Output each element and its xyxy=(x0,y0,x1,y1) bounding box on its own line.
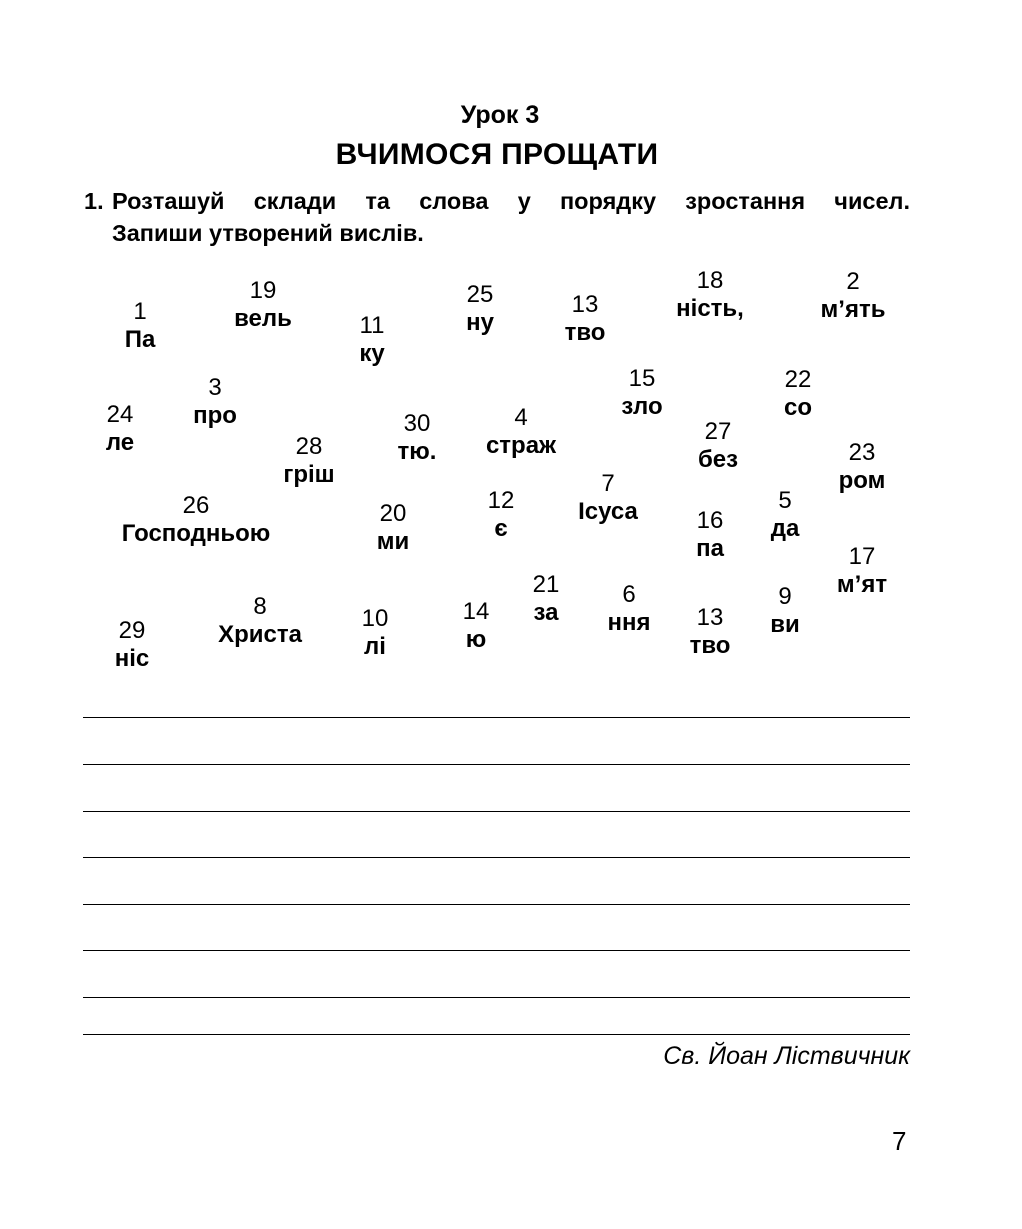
syllable-text: ю xyxy=(465,626,487,653)
syllable-card xyxy=(122,492,271,548)
syllable-number: 3 xyxy=(208,374,222,401)
writing-line xyxy=(83,1034,910,1035)
writing-line xyxy=(83,717,910,718)
syllable-card xyxy=(486,404,556,460)
syllable-text: да xyxy=(770,515,800,542)
syllable-text: м’ять xyxy=(820,296,886,323)
syllable-card xyxy=(771,487,800,543)
syllable-text: зло xyxy=(621,393,663,420)
task-line-1 xyxy=(84,185,910,217)
syllable-number: 14 xyxy=(462,598,490,625)
syllable-number: 4 xyxy=(514,404,528,431)
syllable-card xyxy=(359,312,384,368)
task-number: 1. xyxy=(84,188,104,214)
syllable-text: без xyxy=(697,446,739,473)
syllable-number: 2 xyxy=(846,268,860,295)
syllable-text: ння xyxy=(607,609,651,636)
syllable-card xyxy=(578,470,638,526)
syllable-number: 28 xyxy=(295,433,323,460)
page-title: ВЧИМОСЯ ПРОЩАТИ xyxy=(335,138,659,171)
syllable-text: гріш xyxy=(283,461,335,488)
syllable-text: па xyxy=(696,535,724,562)
syllable-number: 26 xyxy=(182,492,210,519)
writing-line xyxy=(83,857,910,858)
syllable-number: 13 xyxy=(696,604,724,631)
syllable-card xyxy=(377,500,410,556)
page-number: 7 xyxy=(892,1126,907,1156)
syllable-text: Па xyxy=(124,326,156,353)
syllable-text: м’ят xyxy=(836,571,888,598)
syllable-number: 9 xyxy=(778,583,792,610)
syllable-card xyxy=(463,598,490,654)
syllable-card xyxy=(488,487,515,543)
syllable-text: со xyxy=(783,394,813,421)
syllable-text: тво xyxy=(564,319,606,346)
syllable-number: 30 xyxy=(403,410,431,437)
syllable-card xyxy=(283,433,334,489)
syllable-text: ви xyxy=(770,611,800,638)
syllable-card xyxy=(621,365,662,421)
syllable-card xyxy=(565,291,606,347)
syllable-card xyxy=(698,418,738,474)
syllable-card xyxy=(837,543,887,599)
syllable-number: 25 xyxy=(466,281,494,308)
syllable-text: страж xyxy=(485,432,557,459)
syllable-text: тво xyxy=(689,632,731,659)
writing-line xyxy=(83,904,910,905)
syllable-card xyxy=(770,583,800,639)
syllable-text: про xyxy=(193,402,237,429)
syllable-number: 18 xyxy=(696,267,724,294)
syllable-text: за xyxy=(533,599,559,626)
syllable-number: 12 xyxy=(487,487,515,514)
syllable-card xyxy=(115,617,150,673)
syllable-number: 19 xyxy=(249,277,277,304)
syllable-number: 10 xyxy=(361,605,389,632)
syllable-text: ми xyxy=(376,528,410,555)
syllable-card xyxy=(696,507,724,563)
writing-line xyxy=(83,997,910,998)
syllable-text: ром xyxy=(838,467,886,494)
syllable-card xyxy=(106,401,134,457)
syllable-number: 7 xyxy=(601,470,615,497)
syllable-text: ле xyxy=(105,429,135,456)
syllable-text: ність, xyxy=(676,295,744,322)
syllable-card xyxy=(398,410,437,466)
task-line-2: Запиши утворений вислів. xyxy=(112,220,424,246)
syllable-text: є xyxy=(494,515,508,542)
syllable-number: 5 xyxy=(778,487,792,514)
syllable-card xyxy=(608,581,651,637)
syllable-number: 1 xyxy=(133,298,147,325)
syllable-card xyxy=(676,267,744,323)
syllable-number: 24 xyxy=(106,401,134,428)
syllable-number: 11 xyxy=(359,312,385,339)
syllable-card xyxy=(234,277,292,333)
syllable-number: 6 xyxy=(622,581,636,608)
syllable-card xyxy=(125,298,156,354)
syllable-card xyxy=(218,593,302,649)
writing-line xyxy=(83,764,910,765)
syllable-number: 16 xyxy=(696,507,724,534)
writing-line xyxy=(83,811,910,812)
syllable-text: Ісуса xyxy=(578,498,638,525)
syllable-text: ну xyxy=(466,309,494,336)
syllable-text: ку xyxy=(359,340,385,367)
task-text-1: Розташуй склади та слова у порядку зростання чисел. xyxy=(112,188,910,214)
syllable-card xyxy=(839,439,886,495)
syllable-text: тю. xyxy=(397,438,437,465)
syllable-number: 20 xyxy=(379,500,407,527)
quote-author: Св. Йоан Ліствичник xyxy=(663,1042,910,1070)
syllable-text: ніс xyxy=(114,645,150,672)
syllable-number: 27 xyxy=(704,418,732,445)
syllable-number: 22 xyxy=(784,366,812,393)
syllable-text: вель xyxy=(234,305,292,332)
syllable-text: Христа xyxy=(218,621,302,648)
syllable-card xyxy=(362,605,389,661)
lesson-heading: Урок 3 xyxy=(460,101,540,129)
syllable-number: 21 xyxy=(532,571,560,598)
syllable-number: 29 xyxy=(118,617,146,644)
syllable-number: 23 xyxy=(848,439,876,466)
syllable-card xyxy=(533,571,560,627)
syllable-number: 13 xyxy=(571,291,599,318)
syllable-card xyxy=(821,268,886,324)
syllable-card xyxy=(784,366,812,422)
syllable-number: 8 xyxy=(253,593,267,620)
syllable-text: лі xyxy=(364,633,386,660)
task-instruction xyxy=(84,185,910,249)
syllable-card xyxy=(193,374,237,430)
syllable-card xyxy=(690,604,731,660)
syllable-number: 17 xyxy=(848,543,876,570)
syllable-text: Господньою xyxy=(121,520,271,547)
syllable-number: 15 xyxy=(628,365,656,392)
syllable-card xyxy=(466,281,494,337)
writing-line xyxy=(83,950,910,951)
